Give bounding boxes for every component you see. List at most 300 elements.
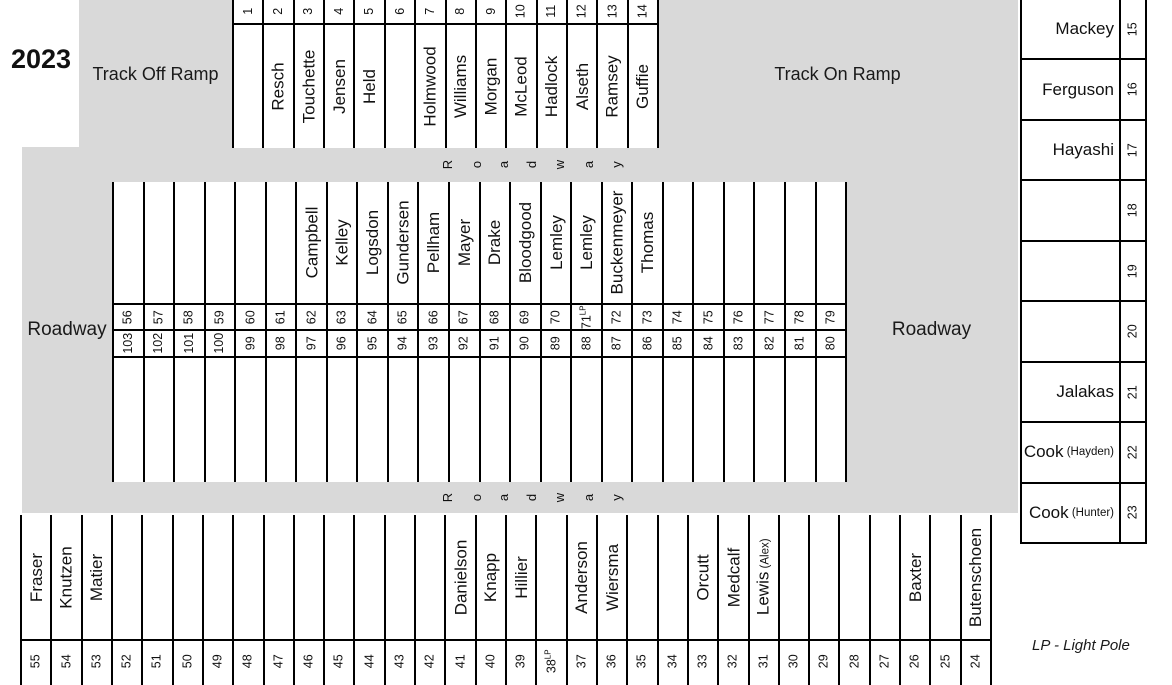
spot-number: 24 [968, 654, 983, 668]
spot-number-cell [113, 641, 141, 681]
spot-column-49 [202, 515, 232, 685]
spot-number-cell [542, 331, 571, 358]
spot-name-cell [603, 182, 632, 305]
spot-column-27 [869, 515, 899, 685]
spot-name-cell [264, 25, 292, 148]
spot-row-22 [1022, 423, 1145, 483]
light-pole-marker: LP [543, 649, 553, 659]
empty-cell [603, 358, 632, 482]
spot-number: 2 [271, 8, 286, 15]
spot-number: 3 [301, 8, 316, 15]
spot-number-cell [633, 305, 662, 331]
empty-cell [725, 358, 754, 482]
empty-cell [419, 358, 448, 482]
spot-name-cell [537, 515, 565, 641]
spot-name: Wiersma [602, 543, 622, 611]
spot-number-cell [786, 305, 815, 331]
spot-name-cell [416, 25, 444, 148]
spot-number: 25 [938, 654, 953, 668]
empty-cell [145, 358, 174, 482]
year-label: 2023 [10, 44, 72, 74]
spot-name-cell [145, 182, 174, 305]
spot-name: Knutzen [56, 545, 76, 609]
spot-number-cell [175, 331, 204, 358]
spot-number-cell [633, 331, 662, 358]
spot-number: 27 [877, 654, 892, 668]
spot-number: 18 [1125, 203, 1140, 218]
bottom-spots-block [20, 515, 992, 685]
spot-name-suffix: (Alex) [759, 538, 772, 572]
spot-number: 61 [273, 310, 288, 324]
spot-number: 72 [609, 310, 624, 324]
spot-column-78-81 [784, 182, 815, 482]
spot-number-cell [817, 331, 846, 358]
spot-number: 36 [604, 654, 619, 668]
spot-number: 16 [1125, 82, 1140, 97]
spot-number-cell [481, 305, 510, 331]
spot-column-32 [717, 515, 747, 685]
spot-name-cell [481, 182, 510, 305]
spot-number-cell [328, 331, 357, 358]
spot-column-36 [596, 515, 626, 685]
spot-number-cell [750, 641, 778, 681]
spot-name-cell [355, 25, 383, 148]
spot-name-cell [325, 515, 353, 641]
spot-name-cell [568, 515, 596, 641]
spot-name-cell [689, 515, 717, 641]
empty-cell [114, 358, 143, 482]
spot-column-14 [627, 0, 657, 148]
spot-number-cell [598, 0, 626, 25]
spot-number: 95 [365, 336, 380, 351]
spot-number: 90 [518, 336, 533, 351]
spot-name-cell [931, 515, 959, 641]
spot-name-cell [901, 515, 929, 641]
spot-name-cell [1022, 121, 1119, 179]
roadway-letter: a [581, 493, 597, 502]
spot-number: 87 [609, 336, 624, 351]
spot-number-cell [477, 641, 505, 681]
spot-name: Ramsey [602, 55, 622, 118]
spot-column-50 [172, 515, 202, 685]
spot-column-62-97 [295, 182, 326, 482]
spot-name-cell [114, 182, 143, 305]
spot-number: 98 [273, 336, 288, 351]
spot-name: Anderson [572, 540, 592, 614]
roadway-letter: w [552, 492, 568, 503]
spot-number-cell [572, 331, 601, 358]
spot-number-cell [628, 641, 656, 681]
empty-cell [664, 358, 693, 482]
spot-name-cell [325, 25, 353, 148]
spot-column-54 [50, 515, 80, 685]
spot-name: Mayer [454, 218, 474, 267]
spot-number: 83 [731, 336, 746, 351]
spot-number-cell [447, 0, 475, 25]
spot-number: 45 [332, 654, 347, 668]
spot-number-cell [145, 305, 174, 331]
spot-number: 7 [423, 8, 438, 15]
roadway-letter: d [523, 160, 539, 169]
spot-column-77-82 [753, 182, 784, 482]
roadway-letter: d [523, 493, 539, 502]
spot-number: 84 [701, 336, 716, 351]
spot-number: 37 [574, 654, 589, 668]
spot-number-cell [297, 331, 326, 358]
spot-column-28 [838, 515, 868, 685]
roadway-letter: a [496, 160, 512, 169]
spot-number-cell [507, 0, 535, 25]
spot-number-cell [416, 0, 444, 25]
empty-cell [450, 358, 479, 482]
roadway-letter: y [608, 494, 624, 501]
spot-number: 15 [1125, 22, 1140, 37]
spot-number-cell [603, 331, 632, 358]
spot-name-cell [1022, 484, 1119, 542]
spot-name: Drake [485, 219, 505, 266]
spot-number-cell [664, 305, 693, 331]
spot-name-cell [598, 25, 626, 148]
spot-name-cell [817, 182, 846, 305]
spot-name: Jensen [329, 59, 349, 114]
spot-name: McLeod [511, 56, 531, 117]
spot-name-cell [174, 515, 202, 641]
spot-column-57-102 [143, 182, 174, 482]
spot-number-cell [145, 331, 174, 358]
spot-name-cell [507, 25, 535, 148]
spot-number: 75 [701, 310, 716, 324]
spot-name-cell [840, 515, 868, 641]
empty-cell [694, 358, 723, 482]
spot-name: Orcutt [693, 553, 713, 601]
spot-number-cell [725, 331, 754, 358]
spot-number: 55 [28, 654, 43, 668]
spot-column-29 [808, 515, 838, 685]
spot-name: Knapp [481, 552, 501, 602]
spot-number: 40 [483, 654, 498, 668]
spot-number-cell [755, 331, 784, 358]
spot-number-cell [780, 641, 808, 681]
spot-column-26 [899, 515, 929, 685]
spot-column-45 [323, 515, 353, 685]
spot-number: 32 [726, 654, 741, 668]
spot-number: 43 [392, 654, 407, 668]
spot-number: 69 [518, 310, 533, 324]
spot-number-cell [810, 641, 838, 681]
light-pole-marker: LP [578, 305, 588, 315]
spot-name: Matier [87, 553, 107, 601]
spot-number: 80 [823, 336, 838, 351]
spot-name-cell [328, 182, 357, 305]
spot-column-55 [20, 515, 50, 685]
spot-name-suffix: (Hunter) [1068, 506, 1114, 519]
spot-number: 12 [574, 4, 589, 19]
spot-name: Ferguson [1042, 79, 1114, 99]
spot-name-cell [725, 182, 754, 305]
spot-column-7 [414, 0, 444, 148]
roadway-letter: R [440, 492, 456, 503]
spot-column-4 [323, 0, 353, 148]
spot-name-cell [22, 515, 50, 641]
spot-column-11 [536, 0, 566, 148]
spot-number: 92 [457, 336, 472, 351]
spot-number: 10 [514, 4, 529, 19]
spot-name: Morgan [481, 57, 501, 116]
spot-column-70-89 [540, 182, 571, 482]
spot-column-47 [263, 515, 293, 685]
spot-column-12 [566, 0, 596, 148]
spot-name-cell [628, 515, 656, 641]
empty-cell [206, 358, 235, 482]
spot-number-cell [603, 305, 632, 331]
spot-column-60-99 [234, 182, 265, 482]
spot-number-cell [234, 641, 262, 681]
spot-number: 96 [334, 336, 349, 351]
spot-number: 59 [212, 310, 227, 324]
spot-column-67-92 [448, 182, 479, 482]
roadway-letter: a [581, 160, 597, 169]
spot-number-cell [538, 0, 566, 25]
spot-number: 60 [243, 310, 258, 324]
middle-spots-block [112, 182, 847, 482]
spot-number-cell [1119, 0, 1145, 58]
spot-column-37 [566, 515, 596, 685]
spot-column-31 [748, 515, 778, 685]
empty-cell [542, 358, 571, 482]
spot-name: Danielson [451, 539, 471, 615]
spot-number-cell [725, 305, 754, 331]
spot-number-cell [664, 331, 693, 358]
top-spots-block [232, 0, 659, 148]
spot-name-cell [962, 515, 990, 641]
spot-name-cell [83, 515, 111, 641]
spot-name-cell [572, 182, 601, 305]
spot-number-cell [358, 305, 387, 331]
spot-number: 42 [422, 654, 437, 668]
spot-number-cell [1119, 302, 1145, 360]
spot-number-cell [389, 305, 418, 331]
spot-number: 33 [695, 654, 710, 668]
spot-name: Butenschoen [966, 527, 986, 627]
spot-number: 14 [635, 4, 650, 19]
spot-number-cell [22, 641, 50, 681]
spot-number: 11 [544, 5, 559, 18]
spot-name: Baxter [905, 552, 925, 602]
spot-name-cell [113, 515, 141, 641]
spot-name-cell [265, 515, 293, 641]
spot-name: Cook [1023, 442, 1064, 462]
spot-number: 63 [334, 310, 349, 324]
spot-number-cell [236, 305, 265, 331]
spot-number-cell [234, 0, 262, 25]
spot-name-cell [507, 515, 535, 641]
spot-number: 13 [605, 4, 620, 19]
spot-column-6 [384, 0, 414, 148]
spot-number: 49 [210, 654, 225, 668]
roadway-left-label: Roadway [27, 319, 107, 340]
empty-cell [572, 358, 601, 482]
spot-name-cell [1022, 60, 1119, 118]
spot-number: 89 [548, 336, 563, 351]
spot-name: Holmwood [420, 46, 440, 127]
spot-name-cell [750, 515, 778, 641]
spot-number-cell [386, 0, 414, 25]
spot-number: 85 [670, 336, 685, 351]
spot-name-cell [1022, 0, 1119, 58]
spot-name-cell [694, 182, 723, 305]
spot-number: 23 [1125, 505, 1140, 520]
spot-column-38 [535, 515, 565, 685]
empty-cell [481, 358, 510, 482]
empty-cell [633, 358, 662, 482]
spot-name-cell [1022, 423, 1119, 481]
spot-number: 4 [332, 8, 347, 15]
spot-number-cell [568, 641, 596, 681]
spot-column-76-83 [723, 182, 754, 482]
spot-name: Kelley [332, 219, 352, 266]
spot-name-cell [629, 25, 657, 148]
spot-column-61-98 [265, 182, 296, 482]
spot-name: Gundersen [393, 200, 413, 285]
spot-number-cell [328, 305, 357, 331]
spot-number-cell [204, 641, 232, 681]
spot-number-cell [325, 0, 353, 25]
spot-name: Touchette [299, 49, 319, 124]
spot-number: 62 [304, 310, 319, 324]
spot-name-cell [447, 25, 475, 148]
roadway-letter: R [440, 159, 456, 170]
spot-number-cell [446, 641, 474, 681]
spot-column-9 [475, 0, 505, 148]
spot-column-66-93 [417, 182, 448, 482]
spot-number-cell [267, 305, 296, 331]
spot-column-33 [687, 515, 717, 685]
spot-row-18 [1022, 181, 1145, 241]
spot-number-cell [511, 331, 540, 358]
spot-number-cell [1119, 181, 1145, 239]
spot-name: Lemley [576, 215, 596, 270]
spot-number-cell [755, 305, 784, 331]
spot-number-cell [871, 641, 899, 681]
spot-number: 77 [762, 310, 777, 324]
empty-cell [297, 358, 326, 482]
spot-number: 31 [756, 654, 771, 668]
spot-column-44 [353, 515, 383, 685]
spot-name: Medcalf [723, 547, 743, 607]
spot-name-cell [386, 515, 414, 641]
spot-column-79-80 [815, 182, 846, 482]
spot-column-71-88 [570, 182, 601, 482]
spot-column-24 [960, 515, 990, 685]
spot-number-cell [598, 641, 626, 681]
spot-column-40 [475, 515, 505, 685]
spot-number-cell [386, 641, 414, 681]
spot-name-cell [450, 182, 479, 305]
spot-name: Bloodgood [515, 201, 535, 284]
empty-cell [755, 358, 784, 482]
spot-number: 46 [301, 654, 316, 668]
spot-name-cell [780, 515, 808, 641]
spot-name: Held [360, 69, 380, 104]
spot-name-cell [358, 182, 387, 305]
spot-number-cell [355, 641, 383, 681]
spot-column-13 [596, 0, 626, 148]
spot-number: 54 [59, 654, 74, 668]
spot-number-cell [174, 641, 202, 681]
spot-number-cell [264, 0, 292, 25]
spot-column-63-96 [326, 182, 357, 482]
spot-number: 99 [243, 336, 258, 351]
spot-name: Campbell [302, 206, 322, 279]
spot-number-cell [206, 305, 235, 331]
spot-name-cell [206, 182, 235, 305]
empty-cell [358, 358, 387, 482]
spot-number: 9 [483, 8, 498, 15]
spot-number: 29 [817, 654, 832, 668]
spot-name-cell [786, 182, 815, 305]
spot-number-cell [477, 0, 505, 25]
roadway-right-label: Roadway [891, 319, 972, 340]
spot-number-cell [175, 305, 204, 331]
roadway-letters-top [440, 147, 624, 182]
spot-number: 82 [762, 336, 777, 351]
spot-name: Cook [1028, 502, 1069, 522]
spot-name-cell [511, 182, 540, 305]
spot-number: 93 [426, 336, 441, 351]
spot-column-56-103 [112, 182, 143, 482]
spot-name-cell [810, 515, 838, 641]
spot-number-cell [507, 641, 535, 681]
spot-number: 100 [212, 333, 227, 354]
spot-column-52 [111, 515, 141, 685]
spot-number: 58 [182, 310, 197, 324]
roadway-letter: a [496, 493, 512, 502]
spot-number-cell [267, 331, 296, 358]
spot-number-cell [1119, 484, 1145, 542]
spot-number-cell [542, 305, 571, 331]
spot-column-5 [353, 0, 383, 148]
spot-number: 94 [395, 336, 410, 351]
spot-column-34 [657, 515, 687, 685]
spot-name-cell [568, 25, 596, 148]
spot-number: 103 [121, 333, 136, 354]
spot-name-cell [1022, 302, 1119, 360]
spot-number: 20 [1125, 324, 1140, 339]
spot-number: 35 [635, 654, 650, 668]
spot-number: 101 [182, 333, 197, 354]
spot-number-cell [1119, 121, 1145, 179]
spot-number: 78 [793, 310, 808, 324]
roadway-letters-bottom [440, 482, 624, 513]
spot-row-19 [1022, 242, 1145, 302]
spot-row-21 [1022, 363, 1145, 423]
empty-cell [786, 358, 815, 482]
spot-number-cell [265, 641, 293, 681]
spot-number-cell [629, 0, 657, 25]
spot-number: 28 [847, 654, 862, 668]
spot-name: Logsdon [363, 209, 383, 276]
spot-number-cell [1119, 423, 1145, 481]
spot-number-cell [83, 641, 111, 681]
spot-number-cell [1119, 363, 1145, 421]
spot-column-72-87 [601, 182, 632, 482]
spot-column-51 [141, 515, 171, 685]
spot-number: 102 [151, 333, 166, 354]
spot-name-cell [295, 25, 323, 148]
spot-name-cell [386, 25, 414, 148]
spot-number-cell [694, 305, 723, 331]
spot-name-cell [477, 25, 505, 148]
